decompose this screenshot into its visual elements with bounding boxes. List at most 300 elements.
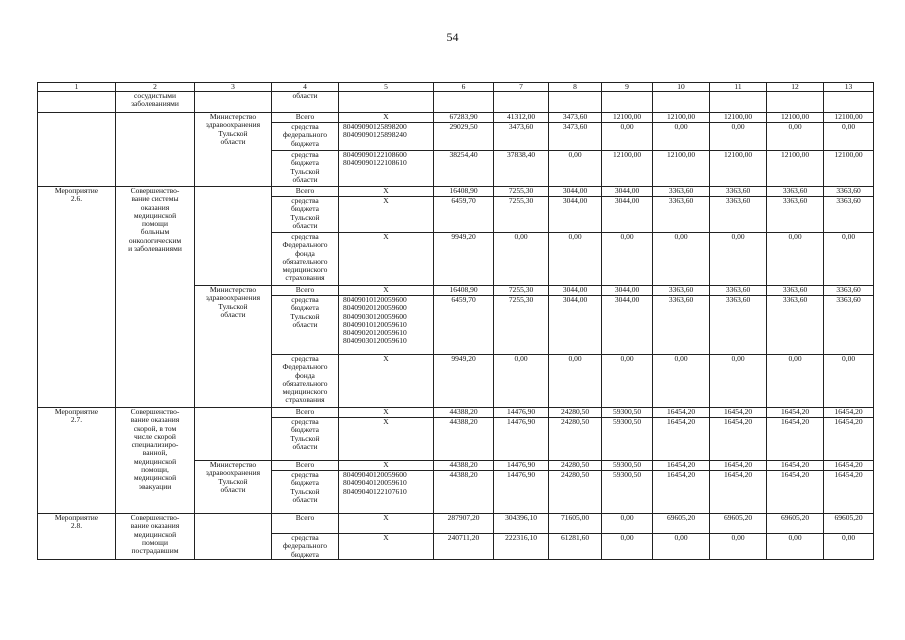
cell-line: и заболеваниями xyxy=(128,244,182,254)
code-cell xyxy=(339,113,434,123)
value-cell: 7255,30 xyxy=(494,187,549,197)
cell-line: обязательного xyxy=(282,256,328,266)
value-cell: 6459,70 xyxy=(434,197,494,233)
value-cell: 0,00 xyxy=(494,233,549,286)
col-header: 12 xyxy=(767,83,824,92)
value-cell: 67283,90 xyxy=(434,113,494,123)
cell-line: 80409040122107610 xyxy=(343,486,407,496)
value-cell: 29029,50 xyxy=(434,123,494,151)
code-cell xyxy=(339,418,434,461)
cell-line: области xyxy=(220,309,246,319)
executor-cell xyxy=(195,514,272,560)
value-cell: 12100,00 xyxy=(602,113,653,123)
cell-line: средства xyxy=(291,354,319,363)
cell-line: средства xyxy=(291,232,319,241)
source-cell xyxy=(272,233,339,286)
col-header: 8 xyxy=(549,83,602,92)
cell-line: Федерального xyxy=(282,362,328,372)
col-header: 3 xyxy=(195,83,272,92)
cell-line: 80409030120059610 xyxy=(343,336,407,346)
value-cell: 0,00 xyxy=(602,233,653,286)
cell-line: Тульской xyxy=(218,301,248,311)
value-cell: 16454,20 xyxy=(710,461,767,471)
value-cell: 3363,60 xyxy=(710,197,767,233)
cell-line: Тульской xyxy=(218,128,248,138)
value-cell: 59300,50 xyxy=(602,408,653,418)
code-cell xyxy=(339,286,434,296)
value-cell: 71605,00 xyxy=(549,514,602,534)
code-cell xyxy=(339,461,434,471)
value-cell: 0,00 xyxy=(494,355,549,408)
value-cell: 3044,00 xyxy=(602,187,653,197)
cell-line: 80409090122108600 xyxy=(343,150,407,159)
value-cell: 0,00 xyxy=(602,534,653,560)
value-cell: 3363,60 xyxy=(767,187,824,197)
value-cell: 16454,20 xyxy=(824,461,874,471)
value-cell: 3363,60 xyxy=(653,187,710,197)
value-cell: 0,00 xyxy=(767,534,824,560)
table-row xyxy=(38,408,874,418)
value-cell: 3363,60 xyxy=(824,197,874,233)
value-cell: 3473,60 xyxy=(494,123,549,151)
value-cell: 7255,30 xyxy=(494,286,549,296)
value-cell: 240711,20 xyxy=(434,534,494,560)
value-cell: 12100,00 xyxy=(653,151,710,187)
source-cell xyxy=(272,92,339,113)
source-cell xyxy=(272,197,339,233)
cell-line: Х xyxy=(383,407,389,416)
cell-line: федерального xyxy=(283,541,327,551)
source-cell xyxy=(272,286,339,296)
value-cell: 0,00 xyxy=(824,355,874,408)
activity-label xyxy=(38,514,116,560)
value-cell: 3363,60 xyxy=(653,296,710,355)
cell-line: Всего xyxy=(295,513,315,522)
table-row xyxy=(38,187,874,197)
cell-line: Всего xyxy=(295,285,315,294)
value-cell: 12100,00 xyxy=(710,113,767,123)
value-cell: 0,00 xyxy=(653,123,710,151)
cell-line: средства xyxy=(291,196,319,205)
value-cell: 16454,20 xyxy=(710,471,767,514)
value-cell: 3044,00 xyxy=(549,296,602,355)
value-cell: 12100,00 xyxy=(653,113,710,123)
code-cell xyxy=(339,355,434,408)
code-cell xyxy=(339,514,434,534)
value-cell: 3044,00 xyxy=(602,296,653,355)
cell-line: области xyxy=(292,494,318,504)
cell-line: 80409040120059600 xyxy=(343,470,407,479)
value-cell: 16454,20 xyxy=(767,471,824,514)
cell-line: скорой, в том xyxy=(133,423,177,433)
cell-line: Всего xyxy=(295,407,315,416)
value-cell: 3363,60 xyxy=(767,286,824,296)
cell-line: Тульской xyxy=(290,311,320,321)
value-cell: 3363,60 xyxy=(767,296,824,355)
code-cell xyxy=(339,296,434,355)
cell-line: здравоохранения xyxy=(205,293,261,303)
cell-line: помощи, xyxy=(141,465,169,475)
executor-cell xyxy=(195,408,272,461)
cell-line: страхования xyxy=(285,395,325,405)
cell-line: Тульской xyxy=(290,486,320,496)
source-cell xyxy=(272,418,339,461)
col-header: 7 xyxy=(494,83,549,92)
value-cell: 16454,20 xyxy=(653,408,710,418)
cell-line: вание оказания xyxy=(130,521,180,531)
cell-line: помощи xyxy=(142,537,168,547)
source-cell xyxy=(272,123,339,151)
value-cell: 61281,60 xyxy=(549,534,602,560)
cell-line: медицинского xyxy=(282,387,328,397)
value-cell: 3363,60 xyxy=(653,286,710,296)
value-cell: 24280,50 xyxy=(549,418,602,461)
cell-line: бюджета xyxy=(291,303,319,313)
value-cell: 59300,50 xyxy=(602,471,653,514)
value-cell: 16454,20 xyxy=(767,408,824,418)
activity-cell xyxy=(38,92,116,113)
budget-table-wrap xyxy=(37,82,873,560)
cell-line: 80409020120059600 xyxy=(343,303,407,313)
source-cell xyxy=(272,471,339,514)
value-cell: 38254,40 xyxy=(434,151,494,187)
value-cell: 14476,90 xyxy=(494,461,549,471)
cell-line: Х xyxy=(383,513,389,522)
cell-line: Тульской xyxy=(218,476,248,486)
col-header: 5 xyxy=(339,83,434,92)
source-cell xyxy=(272,187,339,197)
value-cell: 16454,20 xyxy=(710,418,767,461)
source-cell xyxy=(272,151,339,187)
value-cell: 304396,10 xyxy=(494,514,549,534)
value-cell: 0,00 xyxy=(602,514,653,534)
value-cell: 9949,20 xyxy=(434,233,494,286)
code-cell xyxy=(339,408,434,418)
value-cell: 0,00 xyxy=(824,123,874,151)
table-row xyxy=(38,113,874,123)
cell-line: области xyxy=(292,174,318,184)
executor-cell xyxy=(195,461,272,514)
value-cell: 3363,60 xyxy=(653,197,710,233)
cell-line: 80409090125898200 xyxy=(343,122,407,131)
cell-line: области xyxy=(220,484,246,494)
value-cell: 41312,00 xyxy=(494,113,549,123)
cell-line: бюджета xyxy=(291,138,319,148)
activity-name xyxy=(116,113,195,187)
code-cell xyxy=(339,92,434,113)
value-cell: 69605,20 xyxy=(653,514,710,534)
value-cell: 16408,90 xyxy=(434,187,494,197)
source-cell xyxy=(272,296,339,355)
cell-line: федерального xyxy=(283,130,327,140)
value-cell: 0,00 xyxy=(710,123,767,151)
value-cell: 3363,60 xyxy=(824,296,874,355)
source-cell xyxy=(272,461,339,471)
code-cell xyxy=(339,151,434,187)
value-cell: 3363,60 xyxy=(710,286,767,296)
executor-cell xyxy=(195,113,272,187)
cell-line: средства xyxy=(291,417,319,426)
value-cell: 16454,20 xyxy=(824,408,874,418)
value-cell: 69605,20 xyxy=(767,514,824,534)
value-cell: 0,00 xyxy=(824,534,874,560)
col-header: 9 xyxy=(602,83,653,92)
cell-line: 80409040120059610 xyxy=(343,478,407,488)
cell-line: Всего xyxy=(295,112,315,121)
cell-line: бюджета xyxy=(291,549,319,559)
cell-line: Х xyxy=(383,417,389,426)
col-header: 2 xyxy=(116,83,195,92)
cell-line: вание оказания xyxy=(130,415,180,425)
cell-line: медицинского xyxy=(282,265,328,275)
cell-line: 2.6. xyxy=(70,194,83,204)
value-cell: 44388,20 xyxy=(434,408,494,418)
cell-line: вание системы xyxy=(131,194,179,204)
budget-table xyxy=(37,82,874,560)
cell-line: больным xyxy=(140,227,170,237)
value-cell: 0,00 xyxy=(602,123,653,151)
source-cell xyxy=(272,408,339,418)
cell-line: 2.8. xyxy=(70,521,83,531)
cell-line: Х xyxy=(383,285,389,294)
cell-line: здравоохранения xyxy=(205,468,261,478)
code-cell xyxy=(339,187,434,197)
cell-line: Тульской xyxy=(290,212,320,222)
source-cell xyxy=(272,113,339,123)
cell-line: заболеваниями xyxy=(131,99,179,109)
col-header: 10 xyxy=(653,83,710,92)
value-cell: 0,00 xyxy=(710,233,767,286)
activity-cell xyxy=(38,113,116,187)
code-cell xyxy=(339,197,434,233)
cell-line: 80409090122108610 xyxy=(343,158,407,168)
cell-line: Мероприятие xyxy=(54,513,99,522)
cell-line: медицинской xyxy=(133,210,177,220)
cell-line: Х xyxy=(383,460,389,469)
cell-line: 80409020120059610 xyxy=(343,328,407,338)
value-cell: 3363,60 xyxy=(767,197,824,233)
cell-line: Тульской xyxy=(290,166,320,176)
value-cell: 0,00 xyxy=(710,534,767,560)
cell-line: Министерство xyxy=(209,460,257,469)
col-header: 13 xyxy=(824,83,874,92)
value-cell: 16454,20 xyxy=(824,418,874,461)
value-cell: 3363,60 xyxy=(824,187,874,197)
cell-line: ванной, xyxy=(142,448,168,458)
cell-line: средства xyxy=(291,470,319,479)
value-cell: 9949,20 xyxy=(434,355,494,408)
value-cell: 14476,90 xyxy=(494,471,549,514)
value-cell: 3473,60 xyxy=(549,113,602,123)
value-cell: 287907,20 xyxy=(434,514,494,534)
executor-cell xyxy=(195,187,272,286)
executor-cell xyxy=(195,92,272,113)
value-cell: 12100,00 xyxy=(767,151,824,187)
cell-line: Мероприятие xyxy=(54,186,99,195)
table-row xyxy=(38,92,874,113)
col-header: 1 xyxy=(38,83,116,92)
value-cell: 12100,00 xyxy=(824,113,874,123)
cell-line: Федерального xyxy=(282,240,328,250)
cell-line: числе скорой xyxy=(134,431,176,441)
value-cell: 24280,50 xyxy=(549,471,602,514)
cell-line: обязательного xyxy=(282,378,328,388)
code-cell xyxy=(339,233,434,286)
value-cell: 37838,40 xyxy=(494,151,549,187)
value-cell: 3044,00 xyxy=(549,187,602,197)
cell-line: бюджета xyxy=(291,204,319,214)
cell-line: Всего xyxy=(295,186,315,195)
cell-line: пострадавшим xyxy=(131,546,179,556)
cell-line: здравоохранения xyxy=(205,120,261,130)
value-cell: 222316,10 xyxy=(494,534,549,560)
cell-line: оказания xyxy=(140,202,170,212)
cell-line: Х xyxy=(383,186,389,195)
cell-line: области xyxy=(292,441,318,451)
value-cell: 0,00 xyxy=(767,123,824,151)
cell-line: Министерство xyxy=(209,285,257,294)
value-cell: 16454,20 xyxy=(824,471,874,514)
value-cell: 0,00 xyxy=(710,355,767,408)
value-cell: 0,00 xyxy=(549,233,602,286)
value-cell: 3044,00 xyxy=(602,286,653,296)
value-cell: 44388,20 xyxy=(434,471,494,514)
cell-line: 80409030120059600 xyxy=(343,311,407,321)
value-cell: 24280,50 xyxy=(549,461,602,471)
source-cell xyxy=(272,514,339,534)
source-cell xyxy=(272,534,339,560)
cell-line: Совершенство- xyxy=(130,186,180,195)
code-cell xyxy=(339,123,434,151)
cell-line: Мероприятие xyxy=(54,407,99,416)
value-cell: 3363,60 xyxy=(710,296,767,355)
col-header: 11 xyxy=(710,83,767,92)
value-cell: 0,00 xyxy=(653,534,710,560)
cell-line: области xyxy=(292,91,318,100)
value-cell: 16454,20 xyxy=(653,471,710,514)
value-cell: 3044,00 xyxy=(549,197,602,233)
cell-line: онкологическим xyxy=(128,235,182,245)
executor-cell xyxy=(195,286,272,408)
value-cell: 12100,00 xyxy=(824,151,874,187)
value-cell: 59300,50 xyxy=(602,418,653,461)
value-cell: 3363,60 xyxy=(824,286,874,296)
value-cell: 16454,20 xyxy=(767,418,824,461)
activity-name xyxy=(116,92,195,113)
value-cell: 0,00 xyxy=(549,355,602,408)
value-cell: 24280,50 xyxy=(549,408,602,418)
value-cell: 0,00 xyxy=(549,151,602,187)
cell-line: помощи xyxy=(142,219,168,229)
value-cell: 0,00 xyxy=(602,355,653,408)
value-cell: 16454,20 xyxy=(653,418,710,461)
cell-line: специализиро- xyxy=(131,440,179,450)
cell-line: Х xyxy=(383,232,389,241)
value-cell: 3044,00 xyxy=(602,197,653,233)
cell-line: Тульской xyxy=(290,433,320,443)
value-cell: 7255,30 xyxy=(494,197,549,233)
value-cell: 6459,70 xyxy=(434,296,494,355)
value-cell: 3044,00 xyxy=(549,286,602,296)
value-cell: 14476,90 xyxy=(494,408,549,418)
value-cell: 69605,20 xyxy=(710,514,767,534)
value-cell: 12100,00 xyxy=(767,113,824,123)
page-number: 54 xyxy=(446,30,459,44)
activity-label xyxy=(38,408,116,514)
cell-line: бюджета xyxy=(291,425,319,435)
col-header: 6 xyxy=(434,83,494,92)
value-cell: 44388,20 xyxy=(434,461,494,471)
value-cell: 3363,60 xyxy=(710,187,767,197)
value-cell: 7255,30 xyxy=(494,296,549,355)
activity-label xyxy=(38,187,116,408)
cell-line: средства xyxy=(291,533,319,542)
value-cell: 69605,20 xyxy=(824,514,874,534)
cell-line: Х xyxy=(383,112,389,121)
value-cell: 0,00 xyxy=(767,233,824,286)
cell-line: 80409010120059600 xyxy=(343,295,407,304)
cell-line: Всего xyxy=(295,460,315,469)
cell-line: медицинской xyxy=(133,473,177,483)
value-cell: 16408,90 xyxy=(434,286,494,296)
cell-line: Х xyxy=(383,196,389,205)
col-header: 4 xyxy=(272,83,339,92)
cell-line: области xyxy=(292,319,318,329)
value-cell: 0,00 xyxy=(653,233,710,286)
value-cell: 3473,60 xyxy=(549,123,602,151)
cell-line: области xyxy=(220,136,246,146)
value-cell: 59300,50 xyxy=(602,461,653,471)
cell-line: 80409090125898240 xyxy=(343,130,407,140)
cell-line: Х xyxy=(383,354,389,363)
cell-line: 2.7. xyxy=(70,415,83,425)
value-cell: 12100,00 xyxy=(602,151,653,187)
activity-name xyxy=(116,187,195,408)
value-cell: 0,00 xyxy=(767,355,824,408)
cell-line: Министерство xyxy=(209,112,257,121)
cell-line: области xyxy=(292,220,318,230)
cell-line: бюджета xyxy=(291,478,319,488)
source-cell xyxy=(272,355,339,408)
cell-line: средства xyxy=(291,122,319,131)
cell-line: фонда xyxy=(295,370,315,380)
value-cell: 16454,20 xyxy=(653,461,710,471)
cell-line: медицинской xyxy=(133,529,177,539)
value-cell: 0,00 xyxy=(653,355,710,408)
cell-line: Совершенство- xyxy=(130,407,180,416)
activity-name xyxy=(116,514,195,560)
value-cell: 16454,20 xyxy=(710,408,767,418)
code-cell xyxy=(339,471,434,514)
value-cell: 12100,00 xyxy=(710,151,767,187)
value-cell: 0,00 xyxy=(824,233,874,286)
table-row xyxy=(38,514,874,534)
cell-line: медицинской xyxy=(133,456,177,466)
value-cell: 16454,20 xyxy=(767,461,824,471)
cell-line: средства xyxy=(291,295,319,304)
cell-line: эвакуации xyxy=(138,481,172,491)
cell-line: страхования xyxy=(285,273,325,283)
activity-name xyxy=(116,408,195,514)
value-cell: 14476,90 xyxy=(494,418,549,461)
cell-line: средства xyxy=(291,150,319,159)
cell-line: фонда xyxy=(295,248,315,258)
header-row xyxy=(38,83,874,92)
code-cell xyxy=(339,534,434,560)
cell-line: Совершенство- xyxy=(130,513,180,522)
cell-line: сосудистыми xyxy=(133,91,176,100)
cell-line: бюджета xyxy=(291,158,319,168)
